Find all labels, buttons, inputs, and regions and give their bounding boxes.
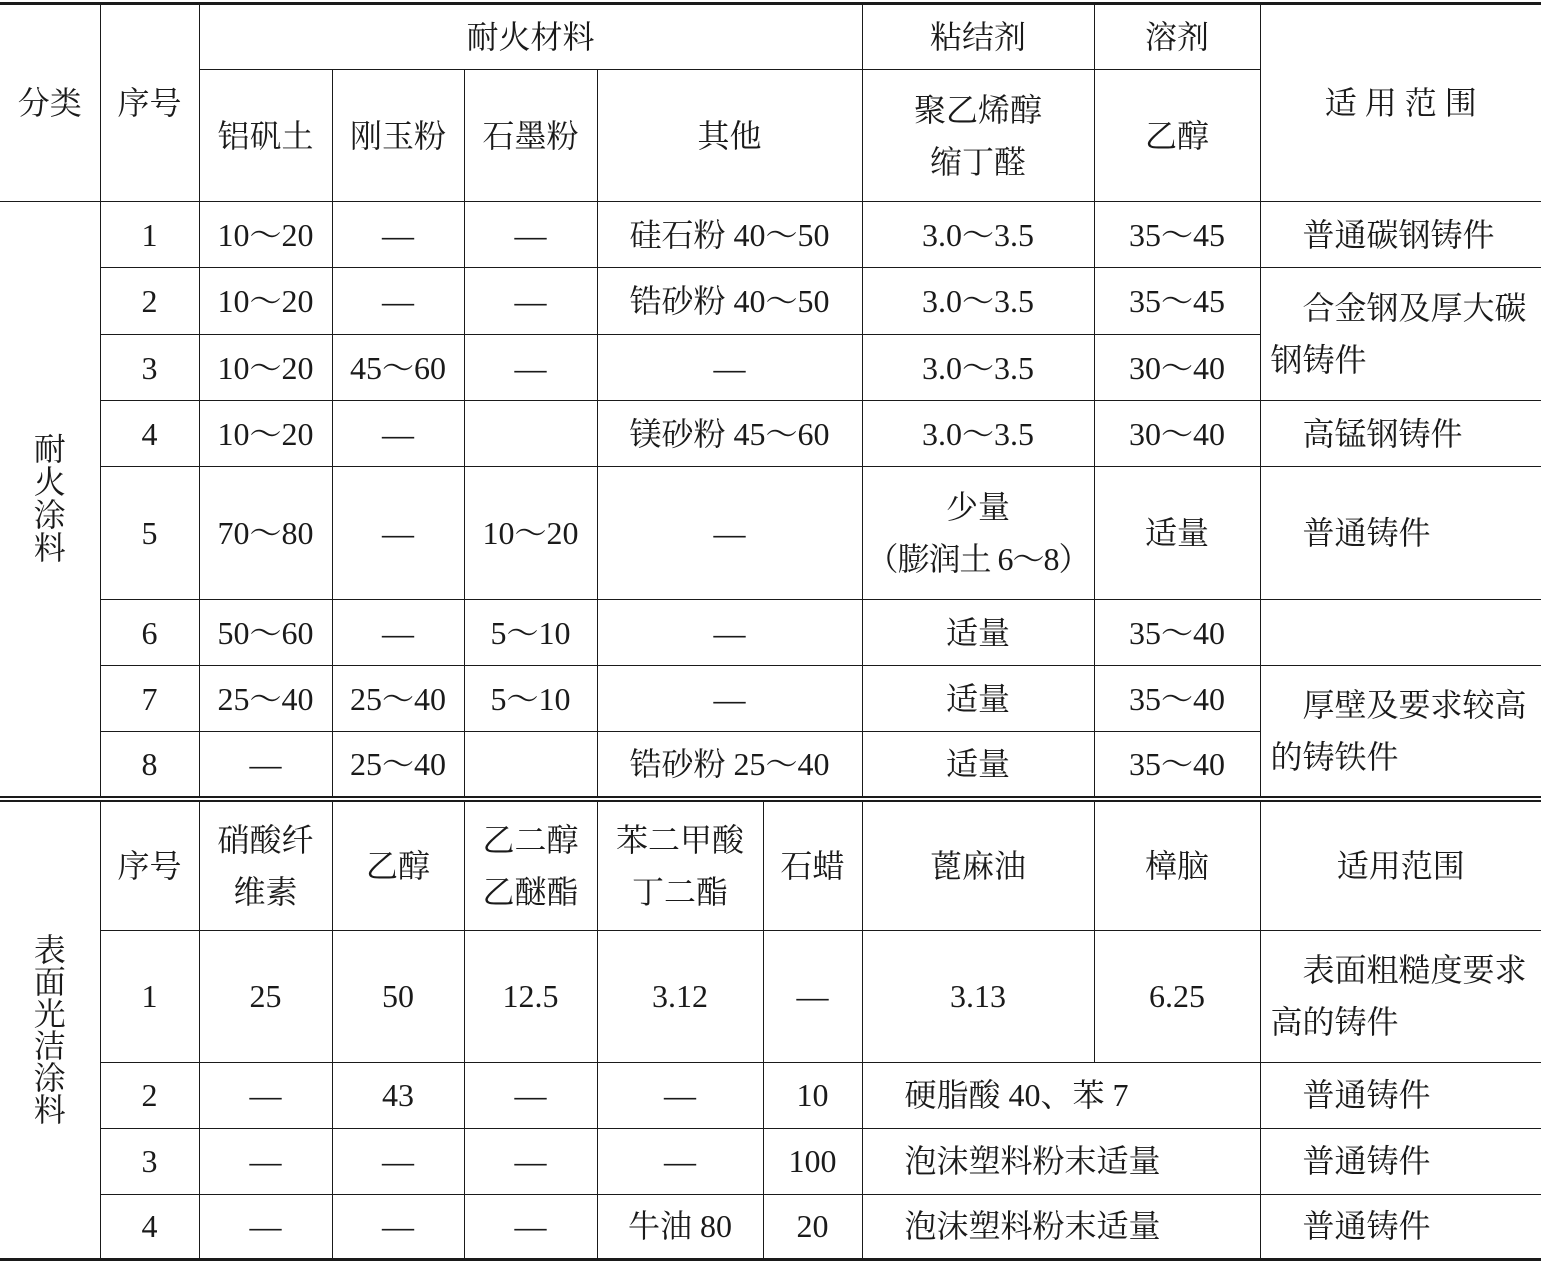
cell-solvent: 30～40	[1094, 401, 1260, 467]
cell-paraffin: 100	[763, 1128, 862, 1194]
cell-index: 2	[100, 1062, 199, 1128]
category-surface-coating	[0, 801, 100, 1259]
cell-solvent: 35～45	[1094, 268, 1260, 335]
cell-graphite: —	[464, 335, 597, 401]
header-graphite-powder: 石墨粉	[464, 70, 597, 202]
cell-graphite	[464, 401, 597, 467]
cell-scope: 合金钢及厚大碳钢铸件	[1260, 268, 1541, 401]
cell-index: 5	[100, 467, 199, 600]
table-row	[0, 1194, 1541, 1259]
cell-binder: 适量	[862, 666, 1094, 732]
header-camphor: 樟脑	[1094, 801, 1260, 930]
cell-binder: 3.0～3.5	[862, 268, 1094, 335]
header-nitrocellulose	[199, 801, 332, 930]
binder-amount: 少量	[946, 489, 1011, 525]
cell-corundum: —	[332, 268, 464, 335]
refractory-coating-table	[0, 2, 1541, 798]
cell-solvent: 35～40	[1094, 600, 1260, 666]
header-scope: 适 用 范 围	[1260, 4, 1541, 202]
cell-ethanol: —	[332, 1194, 464, 1259]
cell-scope: 普通铸件	[1260, 1194, 1541, 1259]
cell-graphite: 10～20	[464, 467, 597, 600]
cell-scope: 普通碳钢铸件	[1260, 202, 1541, 268]
cell-ethanol: 43	[332, 1062, 464, 1128]
cell-solvent: 35～40	[1094, 732, 1260, 797]
table-row	[0, 600, 1541, 666]
cell-scope: 普通铸件	[1260, 467, 1541, 600]
cell-binder: 适量	[862, 732, 1094, 797]
header-castor-oil: 蓖麻油	[862, 801, 1094, 930]
table-row	[0, 467, 1541, 600]
cell-corundum: —	[332, 600, 464, 666]
header-index: 序号	[100, 4, 199, 202]
header-paraffin: 石蜡	[763, 801, 862, 930]
cell-bauxite: 10～20	[199, 335, 332, 401]
cell-binder: 3.0～3.5	[862, 335, 1094, 401]
cell-index: 7	[100, 666, 199, 732]
header-binder: 粘结剂	[862, 4, 1094, 70]
header-corundum-powder: 刚玉粉	[332, 70, 464, 202]
cell-additives: 泡沫塑料粉末适量	[862, 1128, 1260, 1194]
cell-dibutyl-phthalate: 3.12	[597, 930, 763, 1062]
cell-graphite: —	[464, 202, 597, 268]
cell-scope-empty	[1260, 600, 1541, 666]
table-row	[0, 1062, 1541, 1128]
cell-corundum: 45～60	[332, 335, 464, 401]
cell-bauxite: 10～20	[199, 268, 332, 335]
cell-index: 3	[100, 335, 199, 401]
cell-index: 3	[100, 1128, 199, 1194]
binder-note: （膨润土 6～8）	[866, 541, 1090, 577]
header-scope: 适用范围	[1260, 801, 1541, 930]
cell-nitrocellulose: 25	[199, 930, 332, 1062]
cell-dibutyl-phthalate: —	[597, 1128, 763, 1194]
cell-graphite: 5～10	[464, 600, 597, 666]
cell-additives: 泡沫塑料粉末适量	[862, 1194, 1260, 1259]
cell-corundum: —	[332, 401, 464, 467]
cell-bauxite: 10～20	[199, 202, 332, 268]
cell-graphite: 5～10	[464, 666, 597, 732]
header-index: 序号	[100, 801, 199, 930]
header-ethanol: 乙醇	[332, 801, 464, 930]
cell-other: —	[597, 467, 862, 600]
table-row	[0, 1128, 1541, 1194]
cell-other: 锆砂粉 40～50	[597, 268, 862, 335]
header-glycol-ether-ester	[464, 801, 597, 930]
cell-solvent: 35～45	[1094, 202, 1260, 268]
table-row	[0, 202, 1541, 268]
header-dibutyl-phthalate-label: 苯二甲酸丁二酯	[615, 821, 744, 910]
cell-binder: 适量	[862, 600, 1094, 666]
surface-coating-table	[0, 800, 1541, 1261]
cell-bauxite: 50～60	[199, 600, 332, 666]
cell-other: 镁砂粉 45～60	[597, 401, 862, 467]
cell-nitrocellulose: —	[199, 1194, 332, 1259]
cell-corundum: —	[332, 202, 464, 268]
cell-paraffin: —	[763, 930, 862, 1062]
header-category: 分类	[0, 4, 100, 202]
header-dibutyl-phthalate	[597, 801, 763, 930]
cell-solvent: 30～40	[1094, 335, 1260, 401]
cell-index: 2	[100, 268, 199, 335]
cell-other: —	[597, 335, 862, 401]
cell-scope: 普通铸件	[1260, 1128, 1541, 1194]
header-ethanol: 乙醇	[1094, 70, 1260, 202]
header-other: 其他	[597, 70, 862, 202]
cell-paraffin: 20	[763, 1194, 862, 1259]
cell-additives: 硬脂酸 40、苯 7	[862, 1062, 1260, 1128]
header-row-1	[0, 4, 1541, 70]
category-label: 耐火涂料	[33, 430, 66, 566]
cell-corundum: —	[332, 467, 464, 600]
cell-scope: 高锰钢铸件	[1260, 401, 1541, 467]
cell-ethanol: 50	[332, 930, 464, 1062]
table-row	[0, 930, 1541, 1062]
cell-other: —	[597, 600, 862, 666]
table-row	[0, 666, 1541, 732]
header-pvb-label: 聚乙烯醇缩丁醛	[914, 91, 1043, 180]
cell-solvent: 35～40	[1094, 666, 1260, 732]
cell-dibutyl-phthalate: —	[597, 1062, 763, 1128]
cell-binder	[862, 467, 1094, 600]
cell-index: 8	[100, 732, 199, 797]
header-nitrocellulose-label: 硝酸纤维素	[217, 821, 314, 910]
cell-glycol-ether-ester: —	[464, 1062, 597, 1128]
cell-index: 4	[100, 401, 199, 467]
cell-bauxite: 10～20	[199, 401, 332, 467]
header-refractory-material: 耐火材料	[199, 4, 862, 70]
cell-bauxite: 70～80	[199, 467, 332, 600]
cell-other: —	[597, 666, 862, 732]
table-row	[0, 268, 1541, 335]
cell-binder: 3.0～3.5	[862, 401, 1094, 467]
cell-solvent: 适量	[1094, 467, 1260, 600]
cell-glycol-ether-ester: 12.5	[464, 930, 597, 1062]
cell-other: 硅石粉 40～50	[597, 202, 862, 268]
category-label: 表面光洁涂料	[33, 931, 66, 1128]
cell-scope: 厚壁及要求较高的铸铁件	[1260, 666, 1541, 797]
cell-castor-oil: 3.13	[862, 930, 1094, 1062]
cell-graphite: —	[464, 268, 597, 335]
cell-index: 1	[100, 930, 199, 1062]
surface-header-row	[0, 801, 1541, 930]
cell-scope: 普通铸件	[1260, 1062, 1541, 1128]
cell-graphite	[464, 732, 597, 797]
cell-camphor: 6.25	[1094, 930, 1260, 1062]
cell-dibutyl-phthalate: 牛油 80	[597, 1194, 763, 1259]
cell-index: 4	[100, 1194, 199, 1259]
cell-glycol-ether-ester: —	[464, 1128, 597, 1194]
cell-corundum: 25～40	[332, 732, 464, 797]
cell-glycol-ether-ester: —	[464, 1194, 597, 1259]
category-refractory-coating	[0, 202, 100, 797]
cell-bauxite: 25～40	[199, 666, 332, 732]
table-row	[0, 401, 1541, 467]
cell-bauxite: —	[199, 732, 332, 797]
cell-corundum: 25～40	[332, 666, 464, 732]
cell-ethanol: —	[332, 1128, 464, 1194]
cell-nitrocellulose: —	[199, 1128, 332, 1194]
header-pvb	[862, 70, 1094, 202]
cell-scope: 表面粗糙度要求高的铸件	[1260, 930, 1541, 1062]
header-bauxite: 铝矾土	[199, 70, 332, 202]
cell-index: 1	[100, 202, 199, 268]
cell-index: 6	[100, 600, 199, 666]
header-solvent: 溶剂	[1094, 4, 1260, 70]
cell-nitrocellulose: —	[199, 1062, 332, 1128]
cell-paraffin: 10	[763, 1062, 862, 1128]
cell-other: 锆砂粉 25～40	[597, 732, 862, 797]
cell-binder: 3.0～3.5	[862, 202, 1094, 268]
header-glycol-ether-ester-label: 乙二醇乙醚酯	[482, 821, 579, 910]
